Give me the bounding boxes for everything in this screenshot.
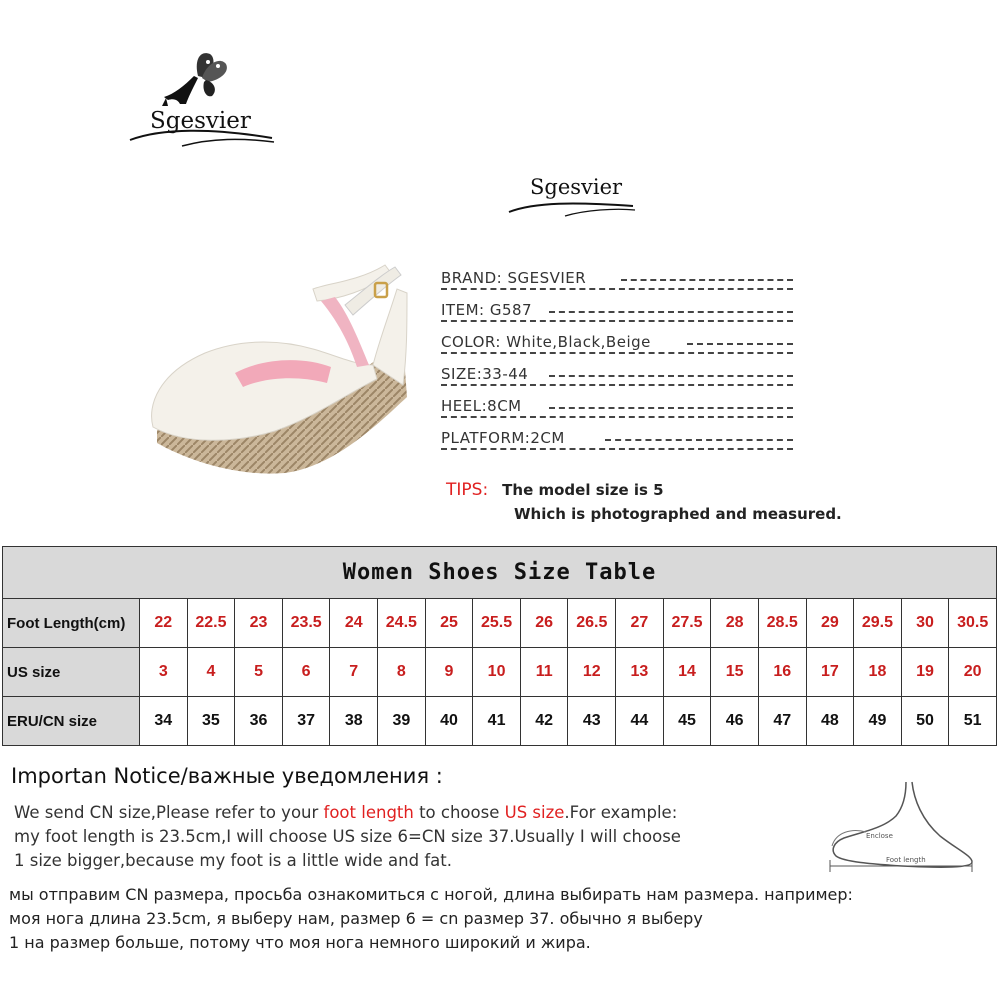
table-cell: 26 <box>520 599 568 648</box>
table-cell: 23.5 <box>282 599 330 648</box>
table-cell: 43 <box>568 697 616 746</box>
table-cell: 42 <box>520 697 568 746</box>
table-cell: 29 <box>806 599 854 648</box>
table-cell: 44 <box>616 697 664 746</box>
table-cell: 12 <box>568 648 616 697</box>
table-cell: 14 <box>663 648 711 697</box>
table-cell: 35 <box>187 697 235 746</box>
dashed-divider <box>441 288 793 290</box>
table-cell: 8 <box>378 648 426 697</box>
notice-en-text: .For example: <box>564 803 678 822</box>
table-row <box>3 599 997 648</box>
spec-brand <box>441 268 793 292</box>
spec-item-text: ITEM: G587 <box>441 301 533 319</box>
table-cell: 28 <box>711 599 759 648</box>
size-table <box>2 546 997 746</box>
brand-logo-text-mid: Sgesvier <box>530 175 623 199</box>
spec-size <box>441 364 793 388</box>
notice-title: Importan Notice/важные уведомления : <box>11 764 443 788</box>
dashed-divider <box>687 343 793 345</box>
brand-logo-text: Sgesvier <box>150 108 251 134</box>
table-cell: 9 <box>425 648 473 697</box>
table-cell: 24 <box>330 599 378 648</box>
tips-line2: Which is photographed and measured. <box>514 505 842 523</box>
dashed-divider <box>549 407 793 409</box>
notice-en-text: to choose <box>413 803 505 822</box>
notice-en-highlight: foot length <box>323 803 414 822</box>
table-cell: 18 <box>854 648 902 697</box>
table-cell: 22.5 <box>187 599 235 648</box>
table-cell: 20 <box>949 648 997 697</box>
table-cell: 25.5 <box>473 599 521 648</box>
table-cell: 49 <box>854 697 902 746</box>
table-cell: 25 <box>425 599 473 648</box>
dashed-divider <box>441 416 793 418</box>
product-image <box>145 245 415 490</box>
table-cell: 51 <box>949 697 997 746</box>
table-cell: 41 <box>473 697 521 746</box>
spec-heel <box>441 396 793 420</box>
spec-color <box>441 332 793 356</box>
table-cell: 4 <box>187 648 235 697</box>
table-cell: 47 <box>758 697 806 746</box>
foot-length-label: Foot length <box>886 856 926 864</box>
notice-ru-line2: моя нога длина 23.5cm, я выберу нам, размер 6 = cn размер 37. обычно я выберу <box>9 909 703 928</box>
table-cell: 29.5 <box>854 599 902 648</box>
row-header-eu-cn-size: ERU/CN size <box>3 697 140 746</box>
notice-en-highlight: US size <box>504 803 565 822</box>
table-cell: 48 <box>806 697 854 746</box>
tips-line1: The model size is 5 <box>502 481 664 499</box>
table-cell: 37 <box>282 697 330 746</box>
butterfly-heel-icon <box>122 42 282 162</box>
tips <box>446 480 664 500</box>
size-table-title: Women Shoes Size Table <box>3 547 997 599</box>
foot-measure-diagram <box>822 780 987 875</box>
table-cell: 19 <box>901 648 949 697</box>
table-cell: 23 <box>235 599 283 648</box>
dashed-divider <box>549 311 793 313</box>
table-cell: 16 <box>758 648 806 697</box>
spec-brand-text: BRAND: SGESVIER <box>441 269 587 287</box>
tips-label: TIPS: <box>446 480 489 500</box>
table-cell: 34 <box>140 697 188 746</box>
notice-en-text: We send CN size,Please refer to your <box>14 803 324 822</box>
table-cell: 26.5 <box>568 599 616 648</box>
spec-color-text: COLOR: White,Black,Beige <box>441 333 651 351</box>
dashed-divider <box>441 384 793 386</box>
table-cell: 22 <box>140 599 188 648</box>
table-cell: 30 <box>901 599 949 648</box>
notice-en-line2: my foot length is 23.5cm,I will choose US size 6=CN size 37.Usually I will choose <box>14 827 681 846</box>
dashed-divider <box>605 439 793 441</box>
brand-logo-mid <box>505 172 645 222</box>
table-cell: 13 <box>616 648 664 697</box>
table-cell: 40 <box>425 697 473 746</box>
table-cell: 15 <box>711 648 759 697</box>
notice-en-line3: 1 size bigger,because my foot is a little wide and fat. <box>14 851 452 870</box>
table-row <box>3 648 997 697</box>
table-cell: 38 <box>330 697 378 746</box>
foot-outline-icon <box>822 780 987 875</box>
table-cell: 45 <box>663 697 711 746</box>
table-cell: 3 <box>140 648 188 697</box>
spec-platform-text: PLATFORM:2CM <box>441 429 565 447</box>
dashed-divider <box>441 320 793 322</box>
spec-platform <box>441 428 793 452</box>
swoosh-icon <box>505 172 645 222</box>
notice-ru-line3: 1 на размер больше, потому что моя нога немного широкий и жира. <box>9 933 591 952</box>
table-cell: 39 <box>378 697 426 746</box>
table-cell: 7 <box>330 648 378 697</box>
table-cell: 11 <box>520 648 568 697</box>
table-cell: 30.5 <box>949 599 997 648</box>
table-row <box>3 697 997 746</box>
table-cell: 10 <box>473 648 521 697</box>
spec-heel-text: HEEL:8CM <box>441 397 522 415</box>
dashed-divider <box>549 375 793 377</box>
table-cell: 36 <box>235 697 283 746</box>
spec-item <box>441 300 793 324</box>
dashed-divider <box>441 352 793 354</box>
table-cell: 27.5 <box>663 599 711 648</box>
table-cell: 46 <box>711 697 759 746</box>
table-cell: 27 <box>616 599 664 648</box>
spec-size-text: SIZE:33-44 <box>441 365 529 383</box>
notice-en-line1 <box>14 803 677 822</box>
row-header-us-size: US size <box>3 648 140 697</box>
row-header-foot-length: Foot Length(cm) <box>3 599 140 648</box>
brand-logo-top <box>122 42 282 162</box>
table-cell: 6 <box>282 648 330 697</box>
enclose-label: Enclose <box>866 832 893 840</box>
dashed-divider <box>441 448 793 450</box>
notice-ru-line1: мы отправим CN размера, просьба ознакомиться с ногой, длина выбирать нам размера. например: <box>9 885 853 904</box>
table-cell: 5 <box>235 648 283 697</box>
table-cell: 24.5 <box>378 599 426 648</box>
table-cell: 50 <box>901 697 949 746</box>
table-cell: 17 <box>806 648 854 697</box>
dashed-divider <box>621 279 793 281</box>
table-cell: 28.5 <box>758 599 806 648</box>
